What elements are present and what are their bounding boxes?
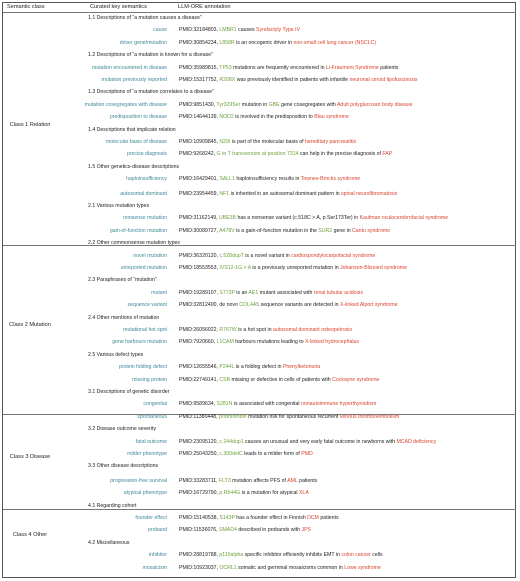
annotation-text: PMID:32812400, de novo [179, 302, 240, 309]
class-divider [3, 509, 516, 510]
annotation-text: patients [378, 64, 399, 71]
section-heading: 2.1 Various mutation types [88, 203, 150, 209]
annotation-text: is associated with congenital [232, 401, 302, 408]
key-semantic: founder effect [135, 515, 167, 521]
gene-mention: GBE [268, 101, 280, 108]
gene-mention: UBE3B [219, 215, 237, 222]
key-semantic: proband [147, 527, 167, 534]
gene-mention: NF1 [219, 190, 230, 197]
disease-mention: PMD [301, 451, 313, 457]
annotation-text: is inherited in an autosomal dominant pattern in [229, 190, 342, 197]
disease-mention: cardiospondylocarpofacial syndrome [291, 252, 376, 259]
section-heading: 1.1 Descriptions of “a mutation causes a disease” [88, 15, 202, 21]
gene-mention: G to T transversion at position 7314 [216, 151, 299, 158]
header-key-semantics: Curated key semantics [90, 4, 147, 10]
key-semantic: mutational hot spot [123, 327, 167, 333]
key-semantic: gain-of-function mutation [109, 227, 167, 234]
annotation-text: PMID:11380448, [179, 413, 219, 420]
disease-mention: hereditary pancreatitis [305, 139, 357, 145]
annotation [179, 515, 339, 522]
class-label: Class 2 Mutation [9, 322, 51, 328]
annotation-text: PMID:28819788, [179, 552, 220, 559]
section-heading: 2.3 Paraphrases of “mutation” [88, 277, 157, 284]
disease-mention: Syndactyly Type IV [256, 27, 301, 34]
disease-mention: X-linked Alport syndrome [339, 302, 398, 309]
annotation-text: patients [318, 515, 339, 521]
gene-mention: prothrombin [219, 413, 247, 420]
disease-mention: nonautoimmune hyperthyroidism [301, 401, 377, 408]
key-semantic: atypical phenotype [123, 490, 167, 497]
annotation-text: mutations are frequently encountered in [231, 64, 326, 71]
annotation-text: leads to a milder form of [242, 451, 302, 457]
section-heading: 2.2 Other commonsense mutation types [88, 240, 180, 247]
gene-mention: A478V [219, 227, 235, 234]
disease-mention: Lowe syndrome [344, 564, 381, 571]
class-divider [3, 245, 516, 246]
key-semantic: nonsense mutation [123, 215, 167, 222]
gene-mention: R767W [219, 327, 237, 333]
annotation [179, 414, 399, 421]
class-label: Class 1 Relation [9, 122, 51, 128]
key-semantic: mosaicism [142, 564, 167, 571]
key-semantic: sequence variant [127, 302, 167, 309]
header-annotation: LLM-ORE annotation [178, 4, 231, 10]
gene-mention: SMAD4 [219, 527, 237, 534]
gene-mention: IVS12-1G > A [219, 265, 251, 271]
disease-mention: JPS [301, 527, 311, 534]
annotation-text: PMID:35989815, [179, 64, 220, 71]
annotation-text: gene cosegregates with [279, 101, 337, 108]
annotation-text: missing or defective in cells of patients with [230, 376, 333, 383]
gene-mention: L858R [219, 39, 235, 46]
annotation-text: was previously identified in patients with infantile [235, 77, 350, 83]
disease-mention: Johanson-Blizzard syndrome [340, 265, 407, 271]
disease-mention: neuronal ceroid lipofuscinosis [349, 77, 418, 83]
disease-mention: non-small cell lung cancer (NSCLC) [293, 39, 376, 46]
annotation-text: PMID:30089727, [179, 227, 220, 234]
disease-mention: autosomal dominant osteopetrosis [273, 327, 353, 333]
key-semantic: milder phenotype [127, 451, 167, 457]
annotation-text: is involved in the predisposition to [233, 114, 315, 121]
section-heading: 3.2 Disease outcome severity [88, 426, 157, 433]
key-semantic: mutation encountered in disease [92, 64, 167, 71]
annotation [179, 176, 360, 183]
gene-mention: SALL1 [219, 176, 235, 183]
annotation-text: is a hot spot in [236, 327, 274, 333]
annotation-text: PMID:22749141, [179, 376, 220, 383]
gene-mention: S773P [219, 289, 235, 296]
annotation-text: PMID:14644139, [179, 114, 220, 121]
disease-mention: Blau syndrome [314, 114, 349, 121]
annotation-text: gene in [332, 227, 353, 234]
gene-mention: p.R544G [219, 490, 241, 497]
annotation [179, 377, 379, 384]
annotation-text: is an oncogenic driver in [234, 39, 294, 46]
annotation-text: mutant associated with [258, 289, 314, 296]
disease-mention: XLA [298, 490, 309, 497]
annotation-text: sequence variants are detected in [259, 302, 340, 309]
section-heading: 2.5 Various defect types [88, 351, 144, 358]
key-semantic: haploinsufficiency [126, 176, 167, 183]
annotation [179, 401, 376, 408]
gene-mention: NOD2 [219, 114, 234, 121]
annotation [179, 151, 392, 158]
disease-mention: venous thromboembolism [339, 413, 400, 420]
annotation-text: causes an unusual and very early fatal outcome in newborns with [243, 438, 397, 445]
annotation [179, 451, 313, 458]
key-semantic: protein folding defect [118, 364, 167, 371]
disease-mention: AML [287, 477, 298, 484]
annotation-text: is a folding defect in [234, 364, 283, 371]
key-semantic: predisposition to disease [109, 114, 167, 121]
annotation [179, 565, 381, 572]
key-semantic: molecular basis of disease [105, 139, 167, 145]
disease-mention: Cantu syndrome [352, 227, 391, 234]
annotation [179, 65, 398, 72]
gene-mention: R208X [219, 77, 236, 83]
annotation-text: PMID:10923037, [179, 564, 220, 571]
gene-mention: FLT3 [219, 477, 231, 484]
header-divider [3, 12, 516, 13]
annotation-text: is an [234, 289, 249, 296]
gene-mention: S143P [219, 515, 235, 521]
annotation [179, 102, 413, 109]
annotation [179, 339, 359, 346]
annotation-text: PMID:23954459, [179, 190, 220, 197]
gene-mention: L1CAM [216, 339, 234, 346]
gene-mention: OCRL1 [219, 564, 237, 571]
annotation-text: PMID:7920660, [179, 339, 217, 346]
section-heading: 2.4 Other mentions of mutation [88, 314, 160, 321]
gene-mention: N29I [219, 139, 231, 145]
annotation-text: has a founder effect in Finnish [234, 515, 308, 521]
disease-mention: colon cancer [341, 552, 371, 559]
key-semantic: spontaneous [137, 413, 167, 420]
gene-mention: Tyr329Ser [216, 101, 241, 108]
annotation-text: patients [297, 477, 318, 484]
annotation [179, 490, 309, 497]
annotation [179, 478, 317, 485]
annotation [179, 215, 448, 222]
disease-mention: renal tubular acidosis [313, 289, 363, 296]
gene-mention: c.300delC [219, 451, 243, 457]
annotation-text: PMID:26056022, [179, 327, 220, 333]
annotation-text: is part of the molecular basis of [230, 139, 306, 145]
annotation [179, 527, 311, 534]
annotation-text: is a previously unreported mutation in [250, 265, 341, 271]
annotation-text: PMID:9851430, [179, 101, 217, 108]
annotation-text: is a gain-of-function mutation in the [234, 227, 319, 234]
key-semantic: mutation cosegregates with disease [84, 101, 167, 108]
annotation-text: PMID:30854234, [179, 39, 220, 46]
class-label: Class 4 Other [12, 532, 48, 538]
gene-mention: c.528dupT [219, 252, 244, 259]
key-semantic: novel mutation [133, 252, 167, 259]
section-heading: 4.1 Regarding cohort [88, 502, 137, 509]
gene-mention: p110alpha [219, 552, 244, 559]
key-semantic: mutant [151, 289, 167, 296]
section-heading: 1.4 Descriptions that implicate relation [88, 126, 176, 133]
annotation-text: PMID:18553553, [179, 265, 220, 271]
disease-mention: Adult polyglucosan body disease [336, 101, 413, 108]
annotation-text: mutation in [240, 101, 269, 108]
class-label: Class 3 Disease [9, 454, 51, 460]
annotation-text: PMID:9268242, [179, 151, 217, 158]
annotation-text: somatic and germinal mosaicisms common in [236, 564, 345, 571]
annotation-text: harbours mutations leading to [233, 339, 306, 346]
annotation-text: PMID:33283711, [179, 477, 219, 484]
annotation-text: PMID:19289107, [179, 289, 220, 296]
disease-mention: Phenylketonuria [282, 364, 321, 371]
gene-mention: P244L [219, 364, 235, 371]
annotation-text: has a nonsense variant (c.518C > A, p.Ser173Ter) in [236, 215, 360, 222]
annotation-text: described in probands with [236, 527, 302, 534]
key-semantic: precise diagnosis [126, 151, 167, 158]
key-semantic: driver gene/mutation [119, 39, 167, 46]
annotation-text: PMID:15140538, [179, 515, 220, 521]
annotation-text: PMID:15317752, [179, 77, 220, 83]
disease-mention: spinal neurofibromatosis [341, 190, 398, 197]
annotation-text: PMID:36320120, [179, 252, 220, 259]
annotation-text: PMID:16729790, [179, 490, 220, 497]
section-heading: 3.3 Other disease descriptions [88, 463, 159, 470]
annotation-text: PMID:11536076, [179, 527, 219, 534]
disease-mention: Townes-Brocks syndrome [300, 176, 361, 183]
annotation [179, 40, 376, 47]
disease-mention: DCM [307, 515, 319, 521]
disease-mention: X-linked hydrocephalus [305, 339, 359, 346]
key-semantic: autosomal dominant [120, 190, 167, 197]
section-heading: 4.2 Miscellaneous [88, 539, 130, 546]
annotation-text: mutation risk for spontaneous recurrent [246, 413, 340, 420]
gene-mention: AE1 [248, 289, 259, 296]
key-semantic: missing protein [132, 376, 167, 383]
gene-mention: CSB [219, 376, 231, 383]
annotation [179, 364, 320, 371]
annotation [179, 253, 375, 260]
section-heading: 1.2 Descriptions of “a mutation is known for a disease” [88, 52, 213, 59]
key-semantic: cause [153, 27, 167, 34]
gene-mention: TP53 [219, 64, 232, 71]
gene-mention: LMBR1 [219, 27, 237, 34]
annotation [179, 552, 383, 559]
disease-mention: Cockayne syndrome [332, 376, 380, 383]
annotation [179, 191, 397, 198]
annotation-text: PMID:25043250, [179, 451, 220, 457]
header-semantic-class: Semantic class [7, 4, 45, 10]
annotation-text: PMID:31162149, [179, 215, 219, 222]
annotation [179, 139, 356, 146]
annotation-text: PMID:12655546, [179, 364, 220, 371]
gene-mention: S281N [216, 401, 233, 408]
gene-mention: c.244dup1 [219, 438, 244, 445]
key-semantic: fatal outcome [135, 438, 167, 445]
annotation-text: mutation affects PFS of [230, 477, 288, 484]
annotation [179, 302, 398, 309]
annotation-text: PMID:10909845, [179, 139, 220, 145]
annotation [179, 114, 349, 121]
annotation-text: haploinsufficiency results in [234, 176, 301, 183]
annotation-text: cells [370, 552, 383, 559]
annotation-text: specific inhibitor efficiently inhibits EMT in [243, 552, 342, 559]
annotation [179, 439, 436, 446]
annotation-text: PMID:16429401, [179, 176, 220, 183]
annotation [179, 290, 363, 297]
annotation-text: PMID:9589634, [179, 401, 217, 408]
key-semantic: congenital [143, 401, 167, 408]
key-semantic: mutation previously reported [101, 77, 167, 83]
section-heading: 1.3 Descriptions of “a mutation correlates to a disease” [88, 89, 214, 96]
annotation [179, 327, 352, 334]
annotation-text: PMID:23095120, [179, 438, 220, 445]
gene-mention: SUR2 [318, 227, 333, 234]
annotation-text: can help in the precise diagnosis of [298, 151, 383, 158]
key-semantic: unreported mutation [120, 265, 167, 271]
annotation-text: is a novel variant in [243, 252, 292, 259]
annotation-text: PMID:32184803, [179, 27, 220, 34]
annotation-text: causes [236, 27, 257, 34]
annotation-text: is a mutation for atypical [240, 490, 299, 497]
disease-mention: MCAD deficiency [396, 438, 437, 445]
key-semantic: progression-free survival [110, 477, 167, 484]
annotation [179, 228, 390, 235]
gene-mention: COL4A5 [239, 302, 260, 309]
annotation [179, 77, 418, 84]
annotation [179, 27, 300, 34]
section-heading: 3.1 Descriptions of genetic disorder [88, 389, 170, 395]
key-semantic: gene harbours mutation [112, 339, 167, 346]
annotation [179, 265, 407, 272]
disease-mention: Kaufman oculocerebrofacial syndrome [359, 215, 449, 222]
disease-mention: FAP [382, 151, 393, 158]
section-heading: 1.5 Other genetics-disease descriptions [88, 163, 180, 170]
disease-mention: Li-Fraumeni Syndrome [326, 64, 379, 71]
key-semantic: inhibitor [148, 552, 167, 559]
